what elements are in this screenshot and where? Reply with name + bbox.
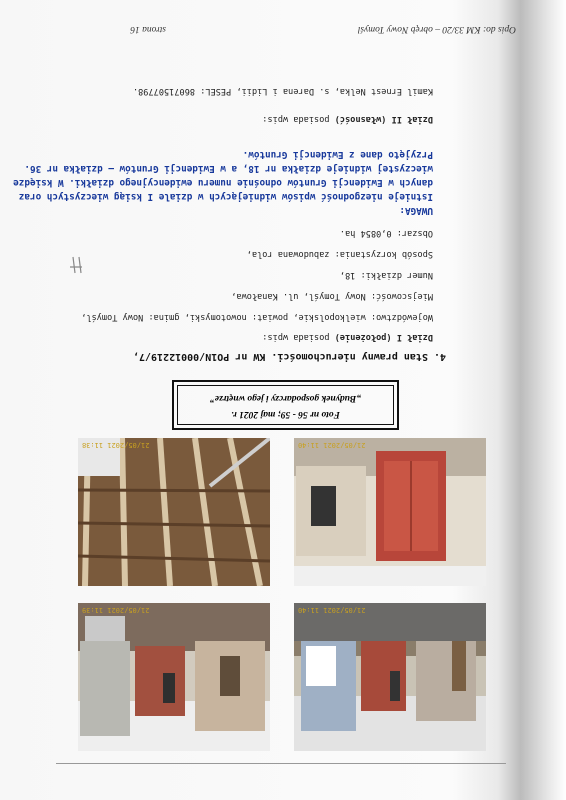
dzial1-suffix: posiada wpis: <box>262 332 335 342</box>
photo-door-exterior-image <box>294 438 486 586</box>
dzial2-line <box>262 114 433 124</box>
photo-stamp: 21/05/2021 11:39 <box>82 606 150 614</box>
numer-dzialki-line: Numer działki: 18, <box>339 270 433 280</box>
photo-roof-interior-image <box>78 438 270 586</box>
wojewodztwo-line: Województwo: wielkopolskie, powiat: nowotomyski, gmina: Nowy Tomyśl, <box>81 312 433 322</box>
sposob-line: Sposób korzystania: zabudowana rola, <box>246 249 433 259</box>
miejscowosc-line: Miejscowość: Nowy Tomyśl, ul. Kanałowa, <box>231 291 433 301</box>
photo-courtyard-right-image <box>78 603 270 751</box>
uwaga-label: UWAGA: <box>399 205 433 216</box>
photo-stamp: 21/05/2021 11:38 <box>82 441 150 449</box>
footer-document-ref: Opis do: KM 33/20 – obręb Nowy Tomyśl <box>357 24 516 34</box>
dzial1-label: Dział I (położenie) <box>334 332 433 342</box>
section-heading: 4. Stan prawny nieruchomości. KW nr PO1N/00012219/7, <box>132 351 446 362</box>
dzial2-label: Dział II (własność) <box>334 114 433 124</box>
photo-caption-box <box>172 380 399 430</box>
obszar-line: Obszar: 0,0854 ha. <box>339 228 433 238</box>
photo-courtyard-left-image <box>294 603 486 751</box>
dzial2-suffix: posiada wpis: <box>262 114 335 124</box>
dzial1-line <box>262 332 433 342</box>
owner-line: Kamil Ernest Nelka, s. Darena i Lidii, PESEL: 86071507798. <box>132 86 433 96</box>
uwaga-line: wieczystej widnieje działka nr 18, a w Ewidencji Gruntów – działka nr 36. <box>24 163 433 174</box>
uwaga-line: Przyjęto dane z Ewidencji Gruntów. <box>242 149 433 160</box>
footer-page-number: strona 16 <box>130 24 166 34</box>
photo-caption-line2: „Budynek gospodarczy i jego wnętrze” <box>210 393 361 403</box>
photo-caption-inner-frame <box>177 385 394 425</box>
uwaga-line: Istnieje niezgodność wpisów widniejących w dziale I ksiąg wieczystych oraz <box>18 191 433 202</box>
photo-stamp: 21/05/2021 11:40 <box>298 606 366 614</box>
photo-caption-line1: Foto nr 56 - 59; maj 2021 r. <box>231 409 340 419</box>
header-rule <box>56 763 506 764</box>
photo-courtyard-right <box>78 603 270 751</box>
photo-roof-interior <box>78 438 270 586</box>
photo-courtyard-left <box>294 603 486 751</box>
photo-door-exterior <box>294 438 486 586</box>
handwritten-mark <box>66 255 84 275</box>
photo-stamp: 21/05/2021 11:40 <box>298 441 366 449</box>
uwaga-line: danych w Ewidencji Gruntów odnośnie numeru ewidencyjnego działki. W księdze <box>13 177 433 188</box>
